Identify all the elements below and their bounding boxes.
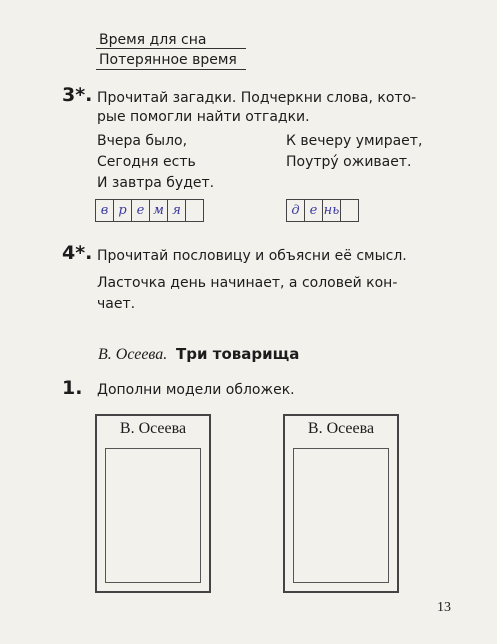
cover-2-inner-frame — [293, 448, 389, 583]
answer-cell[interactable]: р — [113, 199, 132, 222]
answer-cell[interactable] — [185, 199, 204, 222]
answer-cell[interactable]: е — [304, 199, 323, 222]
story-title: Три товарища — [176, 345, 300, 363]
line-lost-time: Потерянное время — [99, 52, 237, 68]
page-number: 13 — [437, 600, 451, 615]
answer-cell[interactable]: д — [286, 199, 305, 222]
line-time-for-sleep: Время для сна — [99, 32, 207, 48]
riddle-2 — [286, 131, 422, 173]
riddle-1-line: И завтра будет. — [97, 175, 215, 191]
story-heading — [98, 345, 299, 364]
task-1-text: Дополни модели обложек. — [97, 382, 295, 398]
riddle-2-line: Поутру́ оживает. — [286, 154, 412, 170]
answer-cell[interactable]: нь — [322, 199, 341, 222]
riddle-1-line: Сегодня есть — [97, 154, 196, 170]
book-cover-model-1[interactable] — [95, 414, 211, 593]
cover-1-inner-frame — [105, 448, 201, 583]
answer-1-boxes[interactable] — [96, 199, 204, 222]
task-3-text-line1: Прочитай загадки. Подчеркни слова, кото- — [97, 90, 417, 106]
answer-cell[interactable]: в — [95, 199, 114, 222]
cover-1-author: В. Осеева — [119, 420, 187, 437]
proverb-line2: чает. — [97, 296, 136, 312]
answer-cell[interactable] — [340, 199, 359, 222]
divider-line — [96, 48, 246, 49]
book-cover-model-2[interactable] — [283, 414, 399, 593]
task-4-number: 4*. — [62, 242, 93, 264]
story-author: В. Осеева. — [98, 346, 168, 363]
riddle-1-line: Вчера было, — [97, 133, 188, 149]
answer-2-boxes[interactable] — [287, 199, 359, 222]
answer-cell[interactable]: е — [131, 199, 150, 222]
task-1-number: 1. — [62, 377, 83, 399]
answer-cell[interactable]: я — [167, 199, 186, 222]
task-4-text: Прочитай пословицу и объясни её смысл. — [97, 248, 407, 264]
divider-line — [96, 69, 246, 70]
task-3-number: 3*. — [62, 84, 93, 106]
riddle-2-line: К вечеру умирает, — [286, 133, 423, 149]
answer-cell[interactable]: м — [149, 199, 168, 222]
cover-2-author: В. Осеева — [307, 420, 375, 437]
riddle-1 — [97, 131, 214, 194]
proverb-line1: Ласточка день начинает, а соловей кон- — [97, 275, 398, 291]
task-3-text-line2: рые помогли найти отгадки. — [97, 109, 310, 125]
